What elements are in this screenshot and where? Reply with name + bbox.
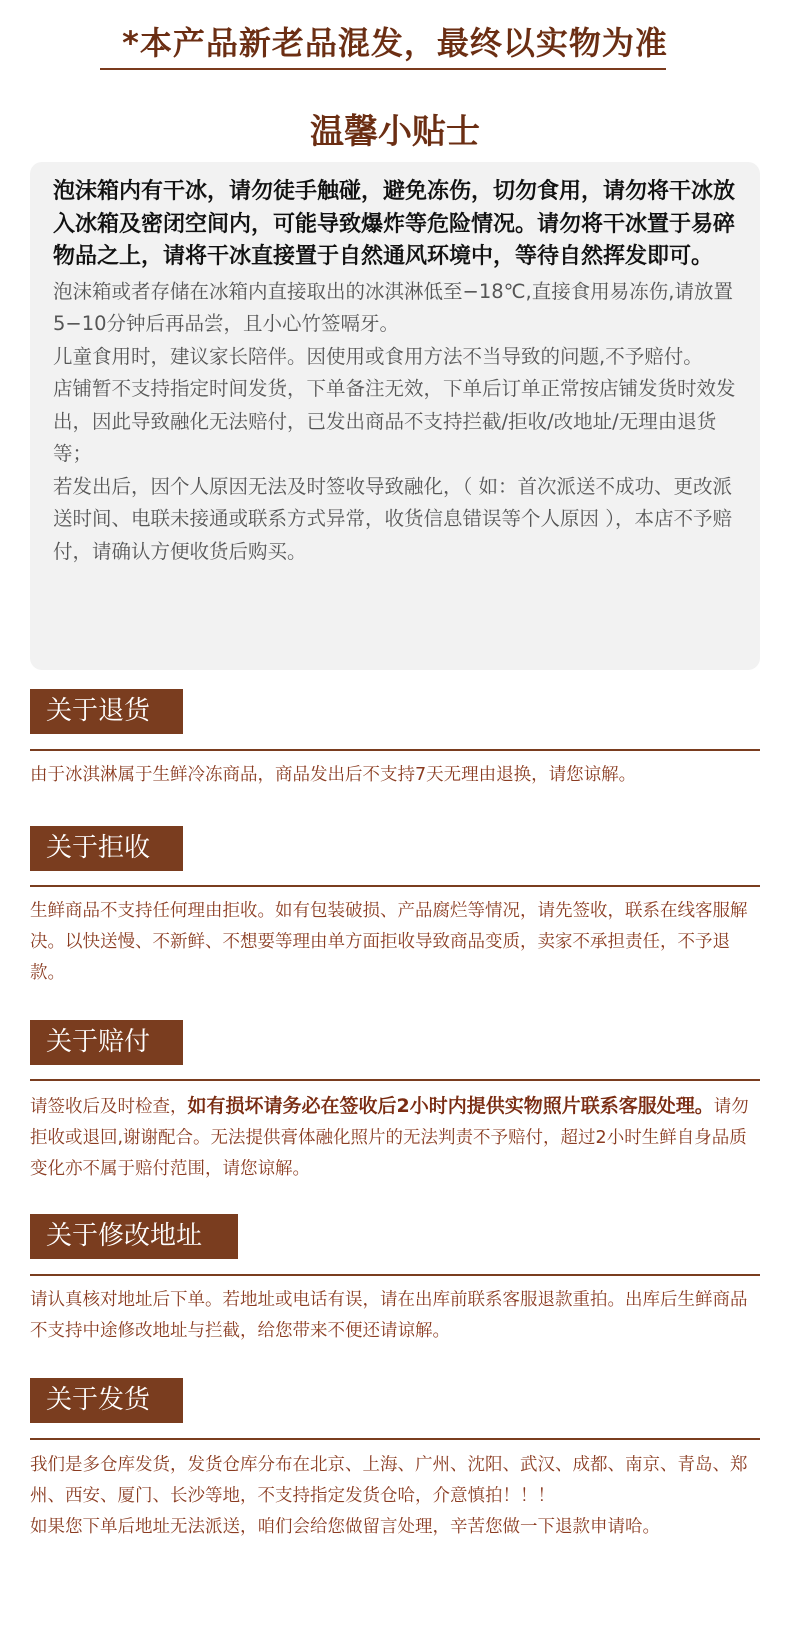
tips-paragraph-shipping-time: 店铺暂不支持指定时间发货，下单备注无效，下单后订单正常按店铺发货时效发出，因此导致融化无法赔付，已发出商品不支持拦截/拒收/改地址/无理由退货等；: [53, 377, 736, 465]
tips-box: [30, 162, 760, 670]
section-text-rejection: 生鲜商品不支持任何理由拒收。如有包装破损、产品腐烂等情况，请先签收，联系在线客服解决。以快送慢、不新鲜、不想要等理由单方面拒收导致商品变质，卖家不承担责任，不予退款。: [30, 901, 748, 983]
section-divider-shipping: [30, 1438, 760, 1440]
tips-title: 温馨小贴士: [310, 112, 480, 152]
section-text-compensation: [30, 1091, 762, 1185]
section-label-rejection: 关于拒收: [30, 826, 183, 871]
section-text-address: 请认真核对地址后下单。若地址或电话有误，请在出库前联系客服退款重拍。出库后生鲜商品不支持中途修改地址与拦截，给您带来不便还请谅解。: [30, 1290, 748, 1341]
tips-dry-ice-warning: 泡沫箱内有干冰，请勿徒手触碰，避免冻伤，切勿食用，请勿将干冰放入冰箱及密闭空间内，可能导致爆炸等危险情况。请勿将干冰置于易碎物品之上，请将干冰直接置于自然通风环境中，等待自然挥发即可。: [53, 179, 736, 269]
section-divider-address: [30, 1274, 760, 1276]
compensation-text-after: 请勿拒收或退回,谢谢配合。无法提供膏体融化照片的无法判责不予赔付，超过2小时生鲜自身品质变化亦不属于赔付范围，请您谅解。: [30, 1097, 749, 1179]
section-divider-compensation: [30, 1079, 760, 1081]
compensation-text-bold: 如有损坏请务必在签收后2小时内提供实物照片联系客服处理。: [187, 1095, 714, 1117]
section-divider-returns: [30, 749, 760, 751]
section-text-returns: 由于冰淇淋属于生鲜冷冻商品，商品发出后不支持7天无理由退换，请您谅解。: [30, 765, 637, 785]
shipping-text-refund: 如果您下单后地址无法派送，咱们会给您做留言处理，辛苦您做一下退款申请哈。: [30, 1517, 660, 1537]
section-divider-rejection: [30, 885, 760, 887]
section-label-address: 关于修改地址: [30, 1214, 238, 1259]
tips-paragraph-personal-reasons: 若发出后，因个人原因无法及时签收导致融化，（ 如：首次派送不成功、更改派送时间、电联未接通或联系方式异常，收货信息错误等个人原因 ），本店不予赔付，请确认方便收货后购买。: [53, 474, 732, 563]
section-label-returns: 关于退货: [30, 689, 183, 734]
section-text-shipping: [30, 1450, 762, 1543]
section-label-compensation: 关于赔付: [30, 1020, 183, 1065]
tips-paragraph-temperature: 泡沫箱或者存储在冰箱内直接取出的冰淇淋低至−18℃,直接食用易冻伤,请放置5−10分钟后再品尝，且小心竹签嗝牙。: [53, 279, 733, 335]
notice-underline: [100, 68, 666, 70]
product-notice: *本产品新老品混发，最终以实物为准: [122, 24, 668, 62]
compensation-text-before: 请签收后及时检查，: [30, 1097, 188, 1117]
shipping-text-main: 我们是多仓库发货，发货仓库分布在北京、上海、广州、沈阳、武汉、成都、南京、青岛、郑州、西安、厦门、长沙等地，不支持指定发货仓哈，介意慎拍！！！: [30, 1455, 748, 1506]
section-label-shipping: 关于发货: [30, 1378, 183, 1423]
tips-paragraph-children: 儿童食用时，建议家长陪伴。因使用或食用方法不当导致的问题,不予赔付。: [53, 344, 703, 368]
